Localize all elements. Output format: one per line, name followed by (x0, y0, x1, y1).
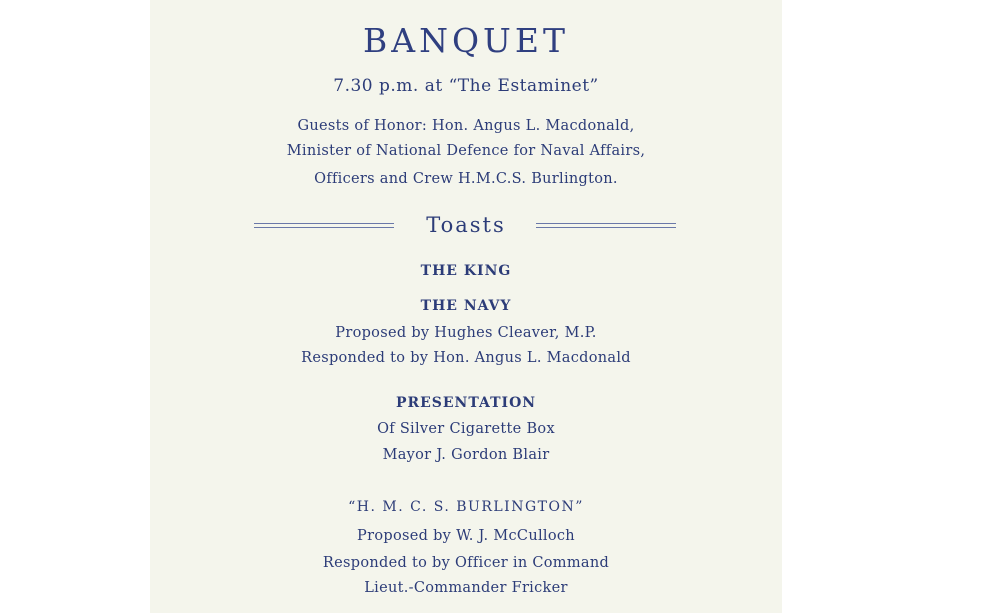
banquet-title: BANQUET (363, 21, 569, 60)
toast-ship-title: “H. M. C. S. BURLINGTON” (348, 499, 584, 515)
toasts-header (150, 212, 782, 242)
toast-navy-proposed: Proposed by Hughes Cleaver, M.P. (335, 325, 597, 341)
time-venue: 7.30 p.m. at “The Estaminet” (333, 76, 599, 96)
presentation-item: Of Silver Cigarette Box (377, 421, 555, 437)
right-double-rule (536, 223, 676, 228)
toast-ship-officer: Lieut.-Commander Fricker (364, 580, 568, 596)
toast-navy-title: THE NAVY (420, 298, 512, 314)
toasts-heading: Toasts (426, 213, 506, 237)
toast-ship-proposed: Proposed by W. J. McCulloch (357, 528, 575, 544)
presentation-by: Mayor J. Gordon Blair (382, 447, 550, 463)
guests-line-2: Minister of National Defence for Naval Affairs, (286, 143, 646, 159)
toast-king: THE KING (420, 263, 512, 279)
presentation-title: PRESENTATION (395, 395, 537, 411)
toast-navy-responded: Responded to by Hon. Angus L. Macdonald (301, 350, 631, 366)
toast-ship-responded: Responded to by Officer in Command (322, 555, 610, 571)
menu-page (150, 0, 782, 613)
guests-line-1: Guests of Honor: Hon. Angus L. Macdonald, (297, 118, 635, 134)
guests-line-3: Officers and Crew H.M.C.S. Burlington. (314, 171, 618, 187)
